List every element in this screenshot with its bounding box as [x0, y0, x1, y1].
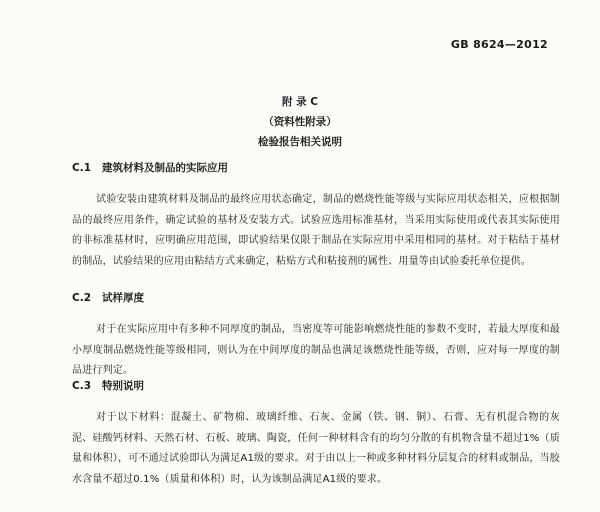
section-number: C.2: [72, 292, 92, 304]
section-heading: [72, 158, 560, 178]
section-title: 建筑材料及制品的实际应用: [102, 162, 228, 174]
section-number: C.1: [72, 162, 92, 174]
section-c3: [72, 376, 560, 490]
section-title: 特别说明: [102, 380, 144, 392]
section-c2: [72, 288, 560, 382]
section-heading: [72, 288, 560, 308]
annex-title: 检验报告相关说明: [258, 136, 342, 148]
section-title: 试样厚度: [102, 292, 144, 304]
annex-type: （资料性附录）: [263, 116, 337, 128]
section-c1: [72, 158, 560, 272]
annex-heading: [0, 92, 600, 152]
section-paragraph: 对于以下材料：混凝土、矿物棉、玻璃纤维、石灰、金属（铁、钢、铜）、石膏、无有机混合物的灰泥、硅酸钙材料、天然石材、石板、玻璃、陶瓷，任何一种材料含有的均匀分散的有机物含量不超过1%（质量和体积），可不通过试验即认为满足A1级的要求。对于由以上一种或多种材料分层复合的材料或制品，当胶水含量不超过0.1%（质量和体积）时，认为该制品满足A1级的要求。: [72, 412, 561, 485]
standard-number: GB 8624—2012: [450, 38, 548, 51]
section-paragraph: 对于在实际应用中有多种不同厚度的制品，当密度等可能影响燃烧性能的参数不变时，若最大厚度和最小厚度制品燃烧性能等级相同，则认为在中间厚度的制品也满足该燃烧性能等级，否则，应对每一厚度的制品进行判定。: [72, 324, 560, 376]
section-heading: [72, 376, 560, 396]
section-number: C.3: [72, 380, 92, 392]
section-paragraph: 试验安装由建筑材料及制品的最终应用状态确定，制品的燃烧性能等级与实际应用状态相关，应根据制品的最终应用条件，确定试验的基材及安装方式。试验应选用标准基材，当采用实际使用或代表其实际使用的非标准基材时，应明确应用范围，即试验结果仅限于制品在实际应用中采用相同的基材。对于粘结于基材的制品，试验结果的应用由粘结方式来确定，粘贴方式和粘接剂的属性、用量等由试验委托单位提供。: [72, 194, 560, 267]
annex-label: 附 录 C: [281, 96, 319, 108]
